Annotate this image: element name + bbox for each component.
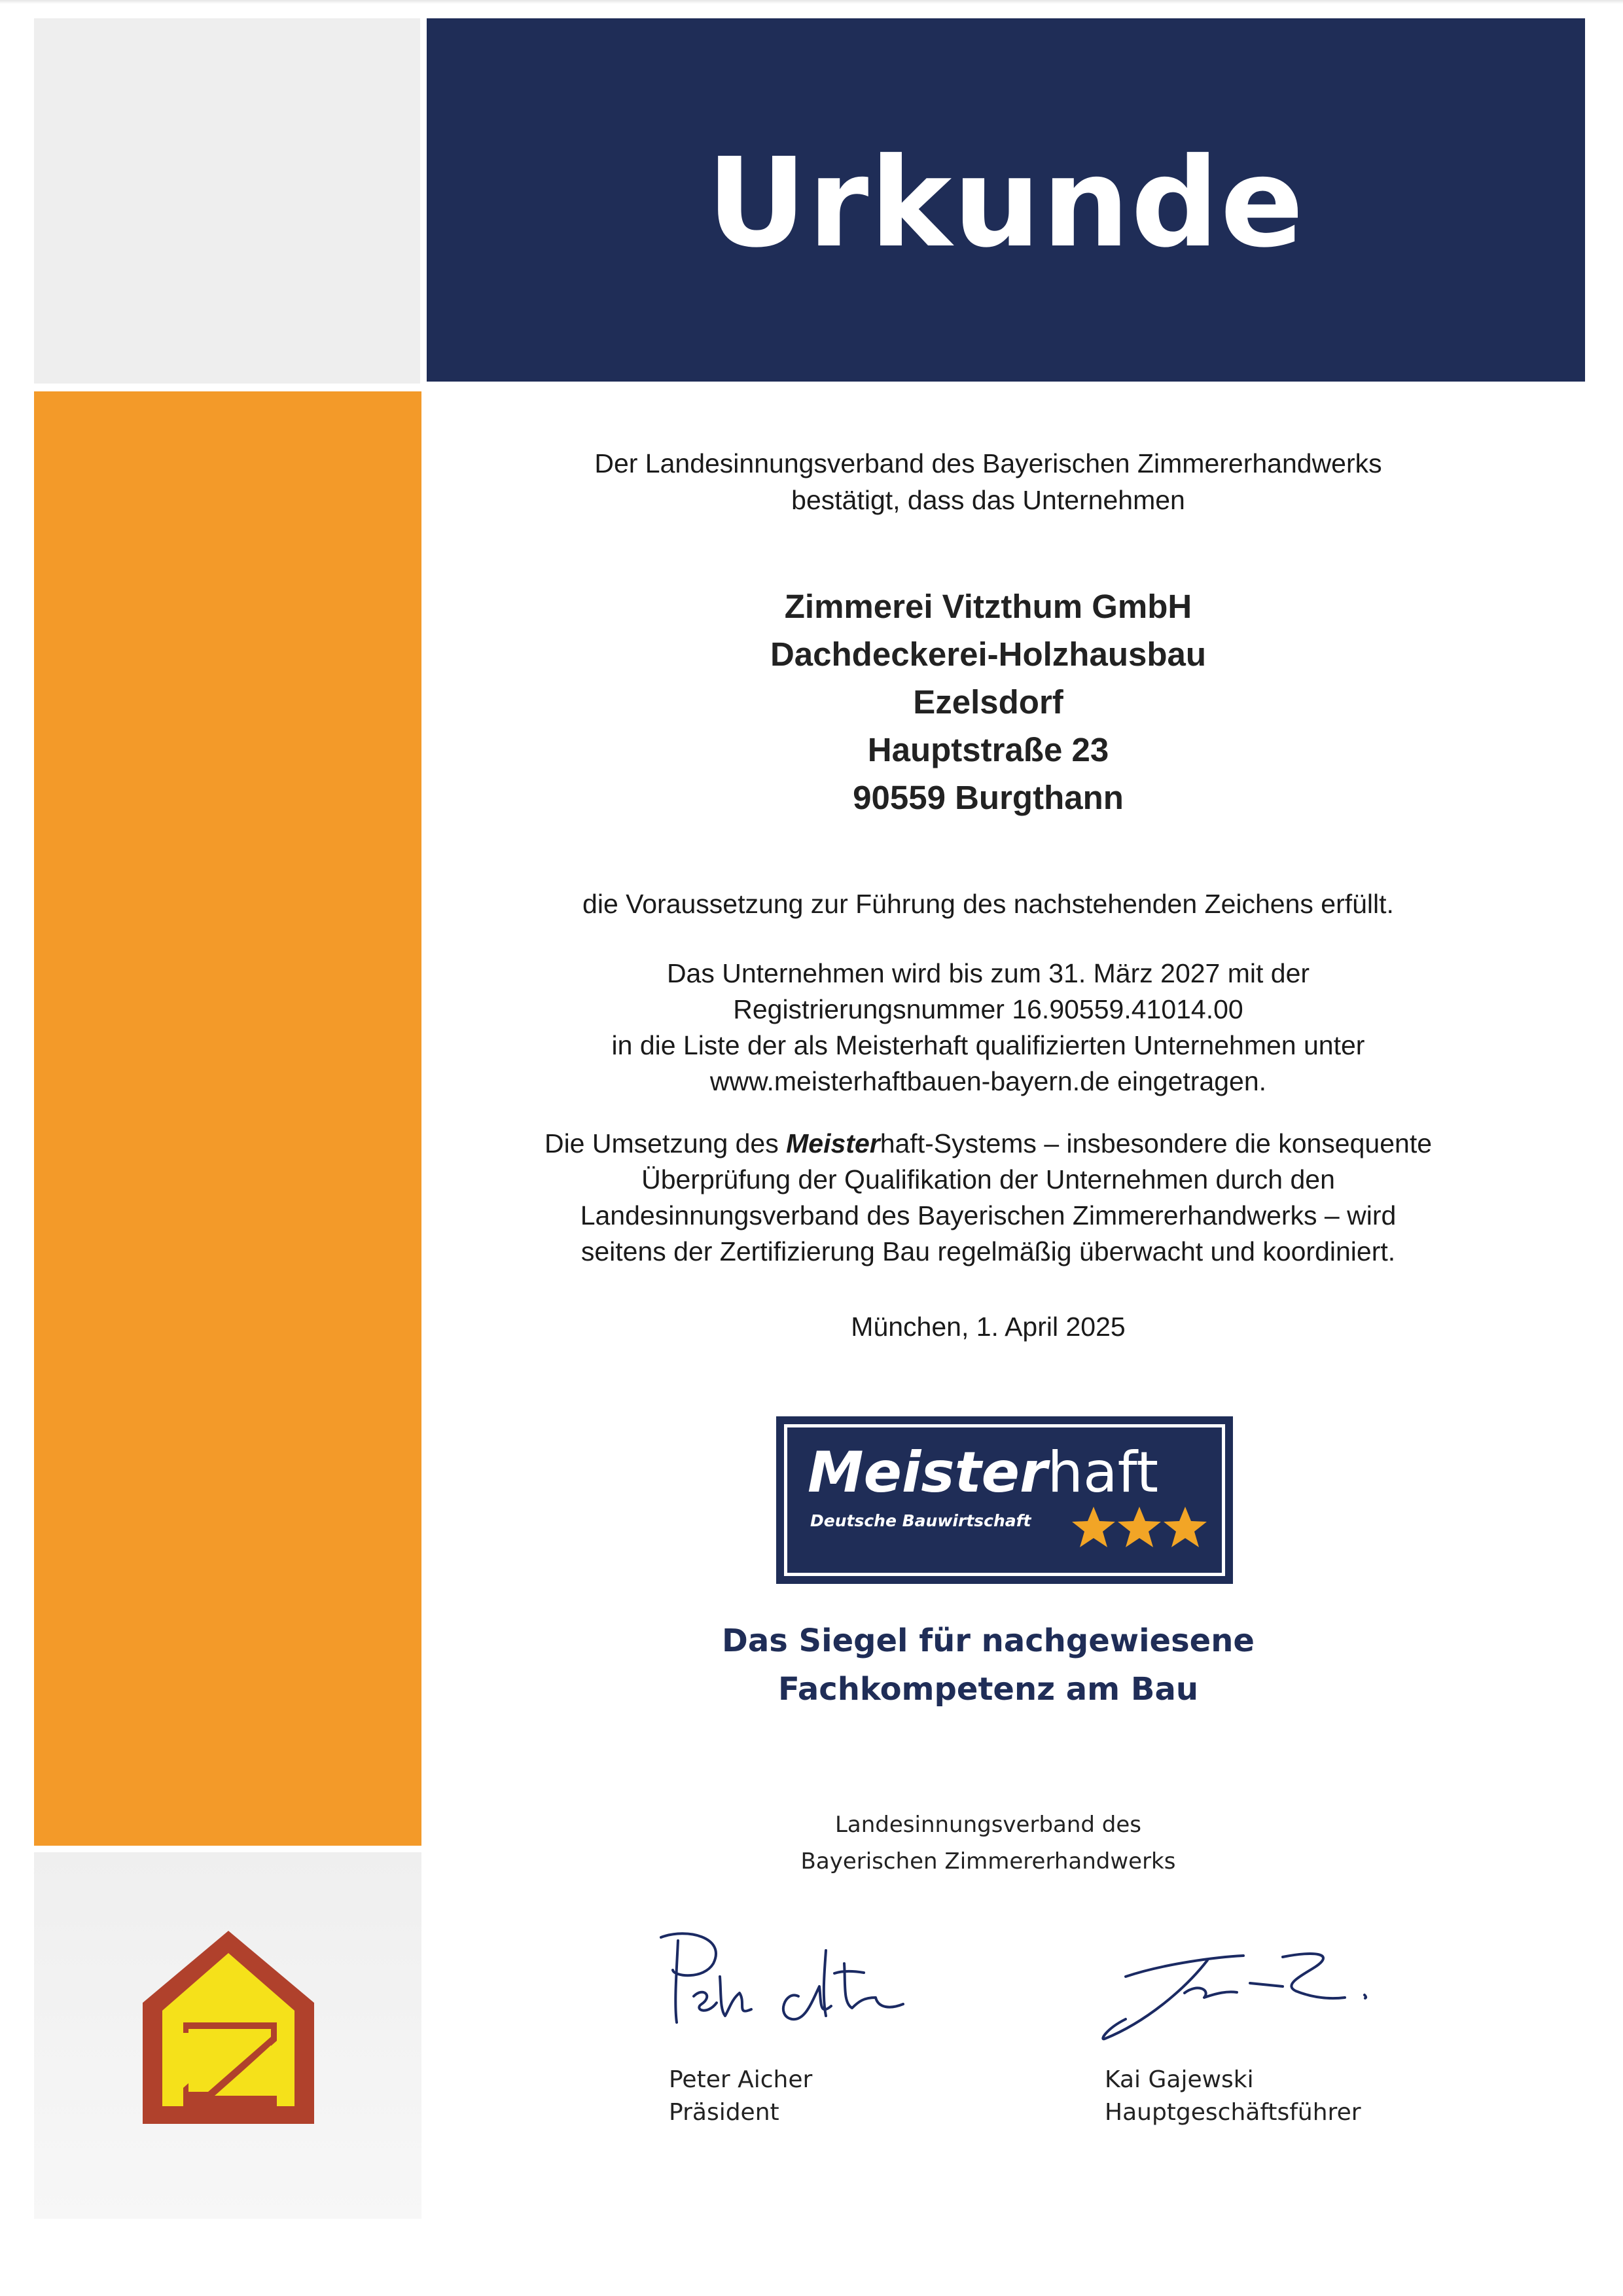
slogan-line: Das Siegel für nachgewiesene: [722, 1623, 1255, 1659]
gray-corner-block: [34, 18, 420, 384]
association-line: Bayerischen Zimmererhandwerks: [800, 1848, 1176, 1874]
registration-line: Das Unternehmen wird bis zum 31. März 2027 mit der: [666, 958, 1310, 988]
issuing-association: [458, 1806, 1518, 1880]
signatory-role: Präsident: [669, 2099, 779, 2126]
system-paragraph: [458, 1126, 1518, 1270]
signatory-left: [669, 2064, 812, 2129]
place-date: München, 1. April 2025: [851, 1312, 1126, 1342]
seal-subtitle: Deutsche Bauwirtschaft: [810, 1511, 1031, 1530]
page-edge: [0, 0, 1623, 4]
three-stars-icon: [1071, 1501, 1208, 1554]
slogan-line: Fachkompetenz am Bau: [777, 1671, 1199, 1708]
signatory-right: [1105, 2064, 1361, 2129]
registration-line: www.meisterhaftbauen-bayern.de eingetragen.: [709, 1066, 1267, 1096]
seal-slogan: [458, 1617, 1518, 1713]
system-line: [458, 1126, 1518, 1162]
system-line: Überprüfung der Qualifikation der Unternehmen durch den: [641, 1164, 1335, 1194]
association-line: Landesinnungsverband des: [834, 1812, 1142, 1838]
system-prefix: Die Umsetzung des: [544, 1128, 787, 1158]
signatory-role: Hauptgeschäftsführer: [1105, 2099, 1361, 2126]
company-city: 90559 Burgthann: [853, 779, 1124, 816]
signature-peter-aicher: [648, 1924, 949, 2055]
certificate-title: Urkunde: [706, 132, 1306, 275]
star-icon: [1072, 1507, 1115, 1547]
company-trade: Dachdeckerei-Holzhausbau: [770, 636, 1207, 673]
meisterhaft-seal: [776, 1416, 1233, 1584]
company-address-block: [458, 583, 1518, 821]
registration-paragraph: [458, 956, 1518, 1100]
fulfilment-statement: [458, 886, 1518, 922]
signature-kai-gajewski: [1086, 1937, 1387, 2055]
intro-text: [458, 445, 1518, 518]
system-line: Landesinnungsverband des Bayerischen Zimmererhandwerks – wird: [580, 1200, 1397, 1230]
orange-side-band: [34, 391, 421, 1846]
intro-line: bestätigt, dass das Unternehmen: [791, 485, 1185, 515]
system-line: seitens der Zertifizierung Bau regelmäßig überwacht und koordiniert.: [580, 1236, 1396, 1266]
zimmerer-house-logo: [143, 1931, 314, 2124]
signatory-name: Peter Aicher: [669, 2066, 813, 2093]
system-bold: Meister: [786, 1128, 880, 1158]
registration-line: Registrierungsnummer 16.90559.41014.00: [733, 994, 1243, 1024]
seal-word-light: haft: [1047, 1440, 1159, 1505]
intro-line: Der Landesinnungsverband des Bayerischen Zimmererhandwerks: [594, 448, 1382, 478]
registration-line: in die Liste der als Meisterhaft qualifizierten Unternehmen unter: [611, 1030, 1365, 1060]
seal-wordmark: [808, 1440, 1158, 1505]
system-rest: haft-Systems – insbesondere die konsequente: [880, 1128, 1433, 1158]
fulfilment-line: die Voraussetzung zur Führung des nachstehenden Zeichens erfüllt.: [582, 889, 1394, 919]
star-icon: [1118, 1507, 1161, 1547]
company-district: Ezelsdorf: [913, 683, 1063, 721]
star-icon: [1164, 1507, 1207, 1547]
signatory-name: Kai Gajewski: [1105, 2066, 1254, 2093]
company-street: Hauptstraße 23: [867, 731, 1109, 768]
seal-word-bold: Meister: [808, 1440, 1048, 1505]
company-name: Zimmerei Vitzthum GmbH: [784, 588, 1192, 625]
